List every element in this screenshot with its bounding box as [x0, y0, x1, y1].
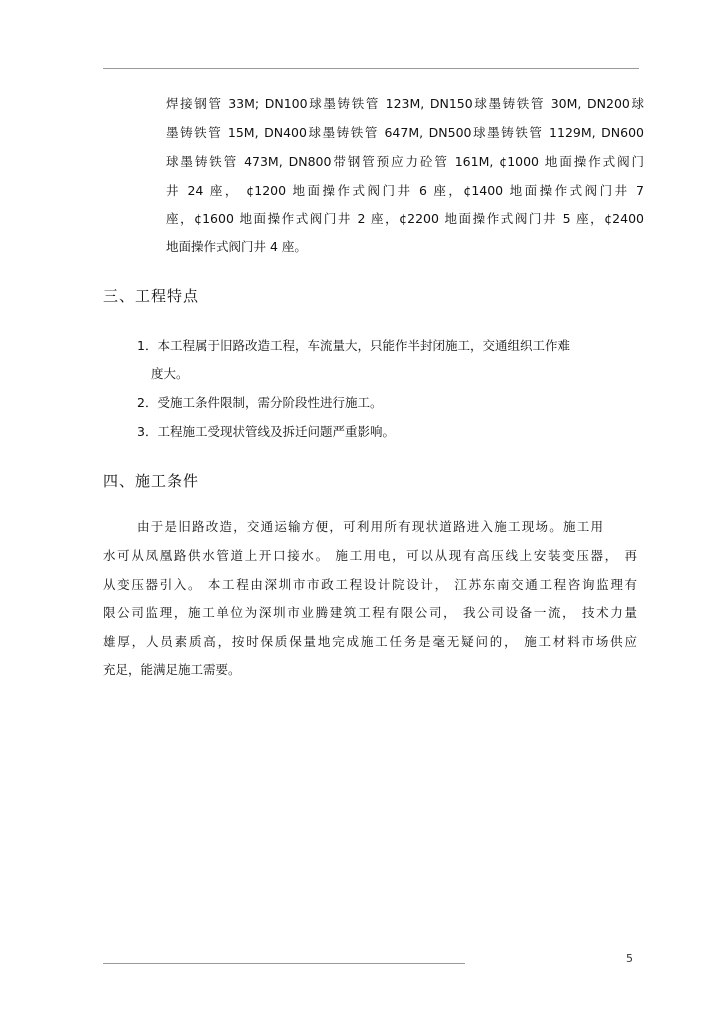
section-heading-construction-conditions: 四、施工条件: [103, 472, 200, 490]
list-item: 3．工程施工受现状管线及拆迁问题严重影响。: [137, 424, 395, 439]
paragraph-line: 从变压器引入。 本工程由深圳市市政工程设计院设计， 江苏东南交通工程咨询监理有: [103, 577, 637, 592]
list-item-continuation: 度大。: [151, 366, 189, 381]
page-number: 5: [626, 952, 633, 965]
footer-rule: [103, 963, 465, 964]
paragraph-line: 井 24 座， ¢1200 地面操作式阀门井 6 座，¢1400 地面操作式阀门井 7: [166, 183, 644, 198]
paragraph-line: 焊接钢管 33M; DN100球墨铸铁管 123M, DN150球墨铸铁管 30M, DN200球: [166, 96, 644, 111]
list-item: 1．本工程属于旧路改造工程，车流量大，只能作半封闭施工，交通组织工作难: [137, 338, 570, 353]
list-item: 2．受施工条件限制，需分阶段性进行施工。: [137, 395, 383, 410]
header-rule: [103, 68, 639, 69]
paragraph-line: 雄厚，人员素质高，按时保质保量地完成施工任务是毫无疑问的， 施工材料市场供应: [103, 634, 637, 649]
paragraph-line: 水可从凤凰路供水管道上开口接水。 施工用电，可以从现有高压线上安装变压器， 再: [103, 548, 637, 563]
paragraph-line: 球墨铸铁管 473M, DN800带钢管预应力砼管 161M, ¢1000 地面操作式阀门: [166, 154, 644, 169]
paragraph-line: 由于是旧路改造，交通运输方便，可利用所有现状道路进入施工现场。施工用: [137, 519, 603, 534]
paragraph-line: 座，¢1600 地面操作式阀门井 2 座，¢2200 地面操作式阀门井 5 座，¢2400: [166, 211, 644, 226]
paragraph-line: 墨铸铁管 15M, DN400球墨铸铁管 647M, DN500球墨铸铁管 1129M, DN600: [166, 125, 644, 140]
paragraph-line: 限公司监理，施工单位为深圳市业腾建筑工程有限公司， 我公司设备一流， 技术力量: [103, 605, 637, 620]
section-heading-project-features: 三、工程特点: [103, 287, 200, 305]
paragraph-line: 地面操作式阀门井 4 座。: [166, 239, 307, 254]
paragraph-line: 充足，能满足施工需要。: [103, 662, 241, 677]
